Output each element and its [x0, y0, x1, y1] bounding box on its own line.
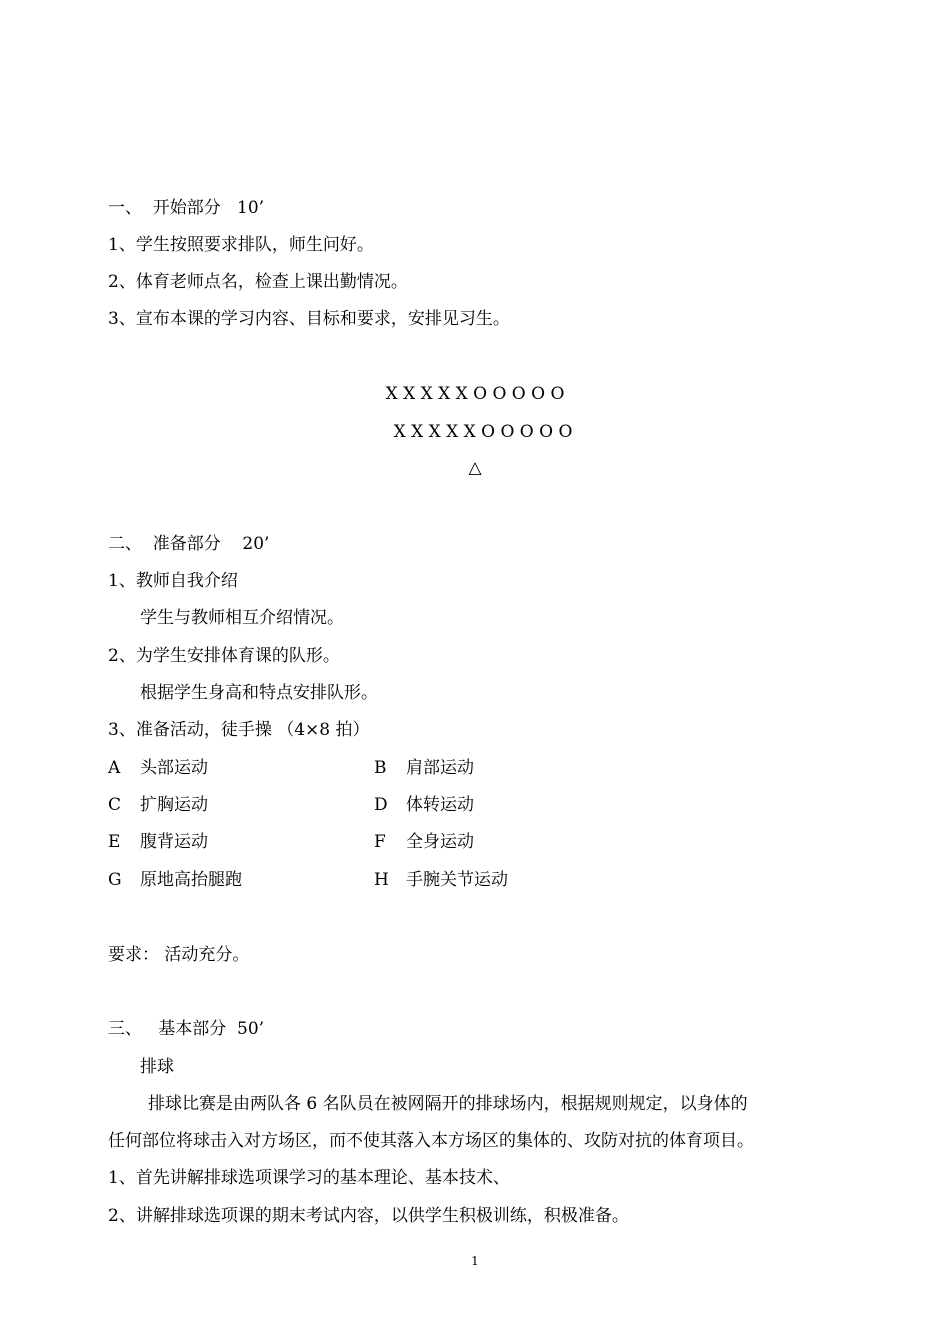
exercise-item — [374, 794, 474, 816]
exercise-name: 扩胸运动 — [140, 795, 208, 815]
section2-item-3: 3、准备活动，徒手操 （4×8 拍） — [108, 720, 370, 740]
section2-item-2-sub: 根据学生身高和特点安排队形。 — [140, 683, 378, 703]
exercise-item — [374, 869, 508, 891]
formation-row-2: X X X X X O O O O O — [393, 422, 573, 442]
page-number: 1 — [471, 1254, 479, 1268]
exercise-item — [374, 831, 474, 853]
exercise-name: 手腕关节运动 — [406, 870, 508, 890]
section1-heading: 一、 开始部分 10’ — [108, 198, 265, 218]
formation-row-1: X X X X X O O O O O — [385, 384, 565, 404]
section3-paragraph-line-2: 任何部位将球击入对方场区，而不使其落入本方场区的集体的、攻防对抗的体育项目。 — [108, 1131, 754, 1151]
exercise-letter: G — [108, 870, 122, 890]
exercise-letter: E — [108, 832, 121, 852]
exercise-name: 腹背运动 — [140, 832, 208, 852]
section2-item-2: 2、为学生安排体育课的队形。 — [108, 646, 340, 666]
exercise-name: 肩部运动 — [406, 758, 474, 778]
section3-paragraph-line-1: 排球比赛是由两队各 6 名队员在被网隔开的排球场内，根据规则规定，以身体的 — [148, 1094, 748, 1114]
exercise-item — [108, 831, 208, 853]
section1-item-2: 2、体育老师点名，检查上课出勤情况。 — [108, 272, 408, 292]
exercise-item — [108, 794, 208, 816]
exercise-letter: D — [374, 795, 388, 815]
exercise-name: 原地高抬腿跑 — [140, 870, 242, 890]
exercise-name: 头部运动 — [140, 758, 208, 778]
exercise-item — [374, 757, 474, 779]
section2-item-1-sub: 学生与教师相互介绍情况。 — [140, 608, 344, 628]
exercise-letter: H — [374, 870, 389, 890]
section2-heading: 二、 准备部分 20’ — [108, 534, 270, 554]
section3-heading: 三、 基本部分 50’ — [108, 1019, 265, 1039]
exercise-letter: F — [374, 832, 386, 852]
section3-subtitle: 排球 — [140, 1057, 174, 1077]
teacher-triangle-icon: △ — [468, 458, 482, 478]
section1-item-1: 1、学生按照要求排队，师生问好。 — [108, 235, 374, 255]
exercise-letter: B — [374, 758, 387, 778]
exercise-name: 体转运动 — [406, 795, 474, 815]
section3-item-2: 2、讲解排球选项课的期末考试内容，以供学生积极训练，积极准备。 — [108, 1206, 629, 1226]
section1-item-3: 3、宣布本课的学习内容、目标和要求，安排见习生。 — [108, 309, 510, 329]
exercise-letter: A — [108, 758, 121, 778]
section2-requirement: 要求： 活动充分。 — [108, 945, 250, 965]
exercise-name: 全身运动 — [406, 832, 474, 852]
section3-item-1: 1、首先讲解排球选项课学习的基本理论、基本技术、 — [108, 1168, 510, 1188]
exercise-item — [108, 869, 242, 891]
exercise-item — [108, 757, 208, 779]
section2-item-1: 1、教师自我介绍 — [108, 571, 238, 591]
exercise-letter: C — [108, 795, 122, 815]
